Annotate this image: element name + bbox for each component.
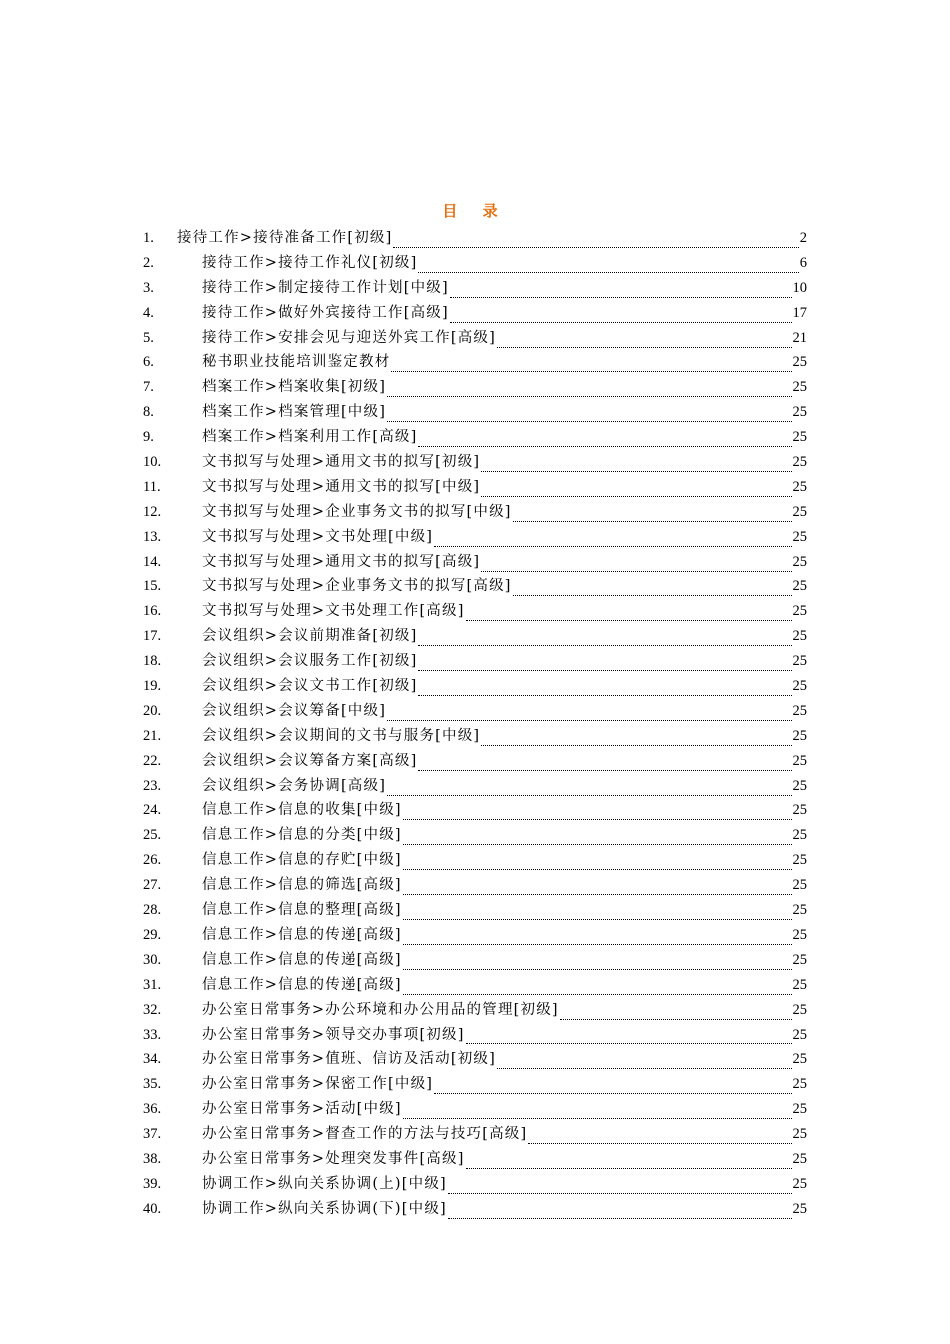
toc-entry-title: 办公室日常事务>处理突发事件[高级] (202, 1150, 465, 1167)
toc-entry-number: 26. (143, 852, 162, 869)
toc-entry[interactable] (143, 1023, 807, 1048)
toc-entry-leader (387, 409, 791, 422)
toc-entry-page: 25 (792, 478, 807, 495)
toc-entry-title: 会议组织>会议期间的文书与服务[中级] (202, 727, 481, 744)
toc-entry-leader (403, 857, 792, 870)
toc-entry-number: 4. (143, 304, 154, 321)
toc-entry[interactable] (143, 649, 807, 674)
toc-entry-title: 接待工作>接待工作礼仪[初级] (202, 254, 418, 271)
toc-entry-leader (418, 683, 791, 696)
toc-entry[interactable] (143, 923, 807, 948)
toc-entry-number: 31. (143, 976, 162, 993)
toc-entry-leader (497, 1056, 792, 1069)
toc-entry-title: 信息工作>信息的传递[高级] (202, 976, 402, 993)
toc-entry-number: 23. (143, 777, 162, 794)
toc-entry[interactable] (143, 798, 807, 823)
toc-entry-title: 办公室日常事务>保密工作[中级] (202, 1076, 434, 1093)
toc-entry-page: 25 (792, 902, 807, 919)
toc-entry-number: 27. (143, 877, 162, 894)
toc-entry-leader (481, 484, 791, 497)
toc-entry[interactable] (143, 475, 807, 500)
toc-entry-leader (403, 907, 792, 920)
toc-entry-page: 25 (792, 528, 807, 545)
toc-entry-title: 接待工作>做好外宾接待工作[高级] (202, 304, 449, 321)
toc-entry-leader (403, 832, 792, 845)
toc-entry[interactable] (143, 1047, 807, 1072)
toc-entry-number: 18. (143, 653, 162, 670)
toc-entry-number: 15. (143, 578, 162, 595)
toc-entry-title: 会议组织>会议筹备[中级] (202, 702, 387, 719)
toc-entry-page: 25 (792, 702, 807, 719)
toc-entry[interactable] (143, 226, 807, 251)
toc-entry-page: 25 (792, 429, 807, 446)
toc-entry-number: 39. (143, 1175, 162, 1192)
toc-entry-number: 35. (143, 1076, 162, 1093)
toc-entry-leader (403, 932, 792, 945)
toc-entry-page: 25 (792, 404, 807, 421)
toc-entry-number: 2. (143, 254, 154, 271)
toc-entry[interactable] (143, 898, 807, 923)
toc-entry-leader (393, 235, 798, 248)
toc-entry-number: 29. (143, 926, 162, 943)
toc-entry-page: 25 (792, 1150, 807, 1167)
toc-entry-number: 13. (143, 528, 162, 545)
toc-entry-number: 20. (143, 702, 162, 719)
toc-entry-number: 14. (143, 553, 162, 570)
toc-entry[interactable] (143, 1147, 807, 1172)
toc-entry[interactable] (143, 350, 807, 375)
toc-entry[interactable] (143, 1197, 807, 1222)
toc-entry-page: 25 (792, 503, 807, 520)
toc-entry-leader (418, 434, 791, 447)
toc-entry[interactable] (143, 574, 807, 599)
toc-entry-leader (387, 384, 791, 397)
toc-entry-page: 25 (792, 951, 807, 968)
toc-entry-number: 8. (143, 404, 154, 421)
toc-entry-leader (418, 260, 798, 273)
toc-entry-title: 办公室日常事务>督查工作的方法与技巧[高级] (202, 1126, 528, 1143)
toc-entry[interactable] (143, 998, 807, 1023)
toc-entry[interactable] (143, 1097, 807, 1122)
toc-entry-leader (481, 559, 791, 572)
toc-entry-title: 信息工作>信息的整理[高级] (202, 902, 402, 919)
toc-entry-number: 17. (143, 628, 162, 645)
toc-entry[interactable] (143, 1172, 807, 1197)
toc-entry-page: 25 (792, 553, 807, 570)
toc-entry-page: 10 (792, 279, 807, 296)
toc-entry-title: 信息工作>信息的传递[高级] (202, 951, 402, 968)
toc-entry-leader (481, 459, 791, 472)
toc-entry-number: 9. (143, 429, 154, 446)
toc-entry-title: 接待工作>安排会见与迎送外宾工作[高级] (202, 329, 496, 346)
toc-entry-leader (448, 1181, 792, 1194)
toc-entry-title: 协调工作>纵向关系协调(下)[中级] (202, 1200, 447, 1217)
toc-entry-number: 7. (143, 379, 154, 396)
toc-entry-page: 25 (792, 603, 807, 620)
toc-list (143, 226, 807, 1222)
toc-entry-page: 25 (792, 852, 807, 869)
toc-entry-leader (481, 733, 791, 746)
toc-entry[interactable] (143, 425, 807, 450)
toc-entry-number: 5. (143, 329, 154, 346)
toc-entry-leader (466, 608, 792, 621)
toc-entry-number: 38. (143, 1150, 162, 1167)
toc-entry-page: 25 (792, 628, 807, 645)
toc-entry-number: 36. (143, 1101, 162, 1118)
toc-entry-title: 文书拟写与处理>企业事务文书的拟写[高级] (202, 578, 512, 595)
toc-entry-number: 40. (143, 1200, 162, 1217)
toc-entry[interactable] (143, 301, 807, 326)
toc-entry[interactable] (143, 1122, 807, 1147)
toc-entry-leader (513, 583, 792, 596)
toc-entry-leader (448, 1206, 792, 1219)
toc-entry-leader (418, 658, 791, 671)
toc-entry[interactable] (143, 1072, 807, 1097)
toc-entry-leader (403, 1106, 792, 1119)
toc-entry-page: 25 (792, 777, 807, 794)
toc-entry[interactable] (143, 450, 807, 475)
toc-entry[interactable] (143, 624, 807, 649)
toc-entry-page: 25 (792, 1175, 807, 1192)
toc-entry-leader (403, 957, 792, 970)
toc-entry-number: 1. (143, 230, 154, 246)
toc-entry-number: 32. (143, 1001, 162, 1018)
toc-entry[interactable] (143, 674, 807, 699)
toc-entry-title: 办公室日常事务>活动[中级] (202, 1101, 402, 1118)
toc-entry-leader (497, 335, 792, 348)
toc-entry-title: 信息工作>信息的分类[中级] (202, 827, 402, 844)
toc-entry-leader (418, 758, 791, 771)
toc-entry-page: 25 (792, 578, 807, 595)
toc-entry-number: 33. (143, 1026, 162, 1043)
toc-entry-title: 会议组织>会议文书工作[初级] (202, 678, 418, 695)
toc-entry-title: 信息工作>信息的存贮[中级] (202, 852, 402, 869)
toc-entry[interactable] (143, 848, 807, 873)
toc-entry-number: 12. (143, 503, 162, 520)
toc-entry-leader (418, 633, 791, 646)
toc-entry-title: 信息工作>信息的筛选[高级] (202, 877, 402, 894)
toc-entry-number: 25. (143, 827, 162, 844)
toc-entry-title: 档案工作>档案收集[初级] (202, 379, 387, 396)
toc-entry-leader (391, 359, 791, 372)
toc-entry-leader (434, 534, 791, 547)
toc-entry-number: 24. (143, 802, 162, 819)
toc-entry-number: 22. (143, 752, 162, 769)
toc-entry-title: 会议组织>会议服务工作[初级] (202, 653, 418, 670)
toc-entry-title: 办公室日常事务>办公环境和办公用品的管理[初级] (202, 1001, 559, 1018)
toc-entry-page: 25 (792, 1051, 807, 1068)
toc-entry[interactable] (143, 948, 807, 973)
toc-entry[interactable] (143, 375, 807, 400)
toc-entry-leader (560, 1007, 792, 1020)
toc-entry-title: 档案工作>档案利用工作[高级] (202, 429, 418, 446)
toc-entry-title: 秘书职业技能培训鉴定教材 (202, 354, 391, 371)
toc-entry-page: 25 (792, 653, 807, 670)
toc-entry-leader (387, 783, 791, 796)
toc-entry-page: 25 (792, 1126, 807, 1143)
toc-entry-number: 21. (143, 727, 162, 744)
toc-entry[interactable] (143, 724, 807, 749)
toc-entry-leader (513, 509, 792, 522)
toc-entry-page: 25 (792, 752, 807, 769)
toc-entry-title: 文书拟写与处理>文书处理[中级] (202, 528, 434, 545)
toc-entry-leader (403, 807, 792, 820)
toc-entry-page: 25 (792, 454, 807, 471)
toc-entry-leader (387, 708, 791, 721)
toc-entry[interactable] (143, 749, 807, 774)
toc-entry-number: 34. (143, 1051, 162, 1068)
toc-entry[interactable] (143, 873, 807, 898)
toc-title: 目 录 (442, 202, 508, 220)
toc-entry-page: 25 (792, 727, 807, 744)
toc-entry[interactable] (143, 823, 807, 848)
toc-entry-number: 3. (143, 279, 154, 296)
toc-entry[interactable] (143, 973, 807, 998)
toc-entry-page: 25 (792, 1001, 807, 1018)
toc-entry-number: 28. (143, 902, 162, 919)
toc-entry-title: 协调工作>纵向关系协调(上)[中级] (202, 1175, 447, 1192)
toc-entry-number: 11. (143, 478, 161, 495)
toc-entry-title: 会议组织>会议前期准备[初级] (202, 628, 418, 645)
toc-entry-page: 25 (792, 976, 807, 993)
toc-entry[interactable] (143, 500, 807, 525)
toc-entry-title: 接待工作>制定接待工作计划[中级] (202, 279, 449, 296)
toc-entry-title: 办公室日常事务>值班、信访及活动[初级] (202, 1051, 496, 1068)
toc-entry[interactable] (143, 326, 807, 351)
toc-entry[interactable] (143, 400, 807, 425)
toc-entry-title: 文书拟写与处理>通用文书的拟写[初级] (202, 454, 481, 471)
toc-entry-page: 25 (792, 1026, 807, 1043)
toc-entry-leader (450, 310, 792, 323)
toc-entry-number: 30. (143, 951, 162, 968)
toc-entry-page: 6 (799, 254, 807, 271)
toc-entry-leader (450, 285, 792, 298)
toc-entry[interactable] (143, 550, 807, 575)
toc-entry-title: 文书拟写与处理>通用文书的拟写[高级] (202, 553, 481, 570)
toc-entry-number: 16. (143, 603, 162, 620)
toc-entry-page: 25 (792, 1200, 807, 1217)
toc-entry-page: 21 (792, 329, 807, 346)
toc-entry-page: 25 (792, 1101, 807, 1118)
toc-entry-title: 信息工作>信息的传递[高级] (202, 926, 402, 943)
toc-entry[interactable] (143, 525, 807, 550)
toc-entry-page: 25 (792, 827, 807, 844)
toc-entry-page: 25 (792, 802, 807, 819)
toc-entry[interactable] (143, 251, 807, 276)
toc-entry-page: 25 (792, 678, 807, 695)
toc-entry[interactable] (143, 599, 807, 624)
toc-entry-number: 19. (143, 678, 162, 695)
toc-entry-title: 信息工作>信息的收集[中级] (202, 802, 402, 819)
toc-entry-title: 办公室日常事务>领导交办事项[初级] (202, 1026, 465, 1043)
toc-entry-leader (466, 1156, 792, 1169)
toc-entry-number: 37. (143, 1126, 162, 1143)
toc-entry-page: 25 (792, 354, 807, 371)
toc-entry-title: 接待工作>接待准备工作[初级] (177, 230, 393, 246)
toc-entry-title: 会议组织>会议筹备方案[高级] (202, 752, 418, 769)
toc-entry-page: 2 (799, 230, 807, 246)
toc-entry-leader (434, 1081, 791, 1094)
toc-entry-page: 25 (792, 926, 807, 943)
toc-entry-leader (403, 882, 792, 895)
toc-entry[interactable] (143, 699, 807, 724)
toc-entry[interactable] (143, 774, 807, 799)
toc-entry-title: 文书拟写与处理>通用文书的拟写[中级] (202, 478, 481, 495)
toc-entry-leader (403, 982, 792, 995)
toc-entry-title: 文书拟写与处理>企业事务文书的拟写[中级] (202, 503, 512, 520)
toc-entry-leader (528, 1131, 791, 1144)
toc-entry-number: 6. (143, 354, 154, 371)
toc-entry-title: 文书拟写与处理>文书处理工作[高级] (202, 603, 465, 620)
toc-entry-page: 25 (792, 379, 807, 396)
toc-entry[interactable] (143, 276, 807, 301)
toc-entry-page: 25 (792, 877, 807, 894)
toc-entry-page: 17 (792, 304, 807, 321)
toc-entry-number: 10. (143, 454, 162, 471)
toc-entry-leader (466, 1031, 792, 1044)
toc-entry-title: 档案工作>档案管理[中级] (202, 404, 387, 421)
toc-entry-title: 会议组织>会务协调[高级] (202, 777, 387, 794)
toc-entry-page: 25 (792, 1076, 807, 1093)
